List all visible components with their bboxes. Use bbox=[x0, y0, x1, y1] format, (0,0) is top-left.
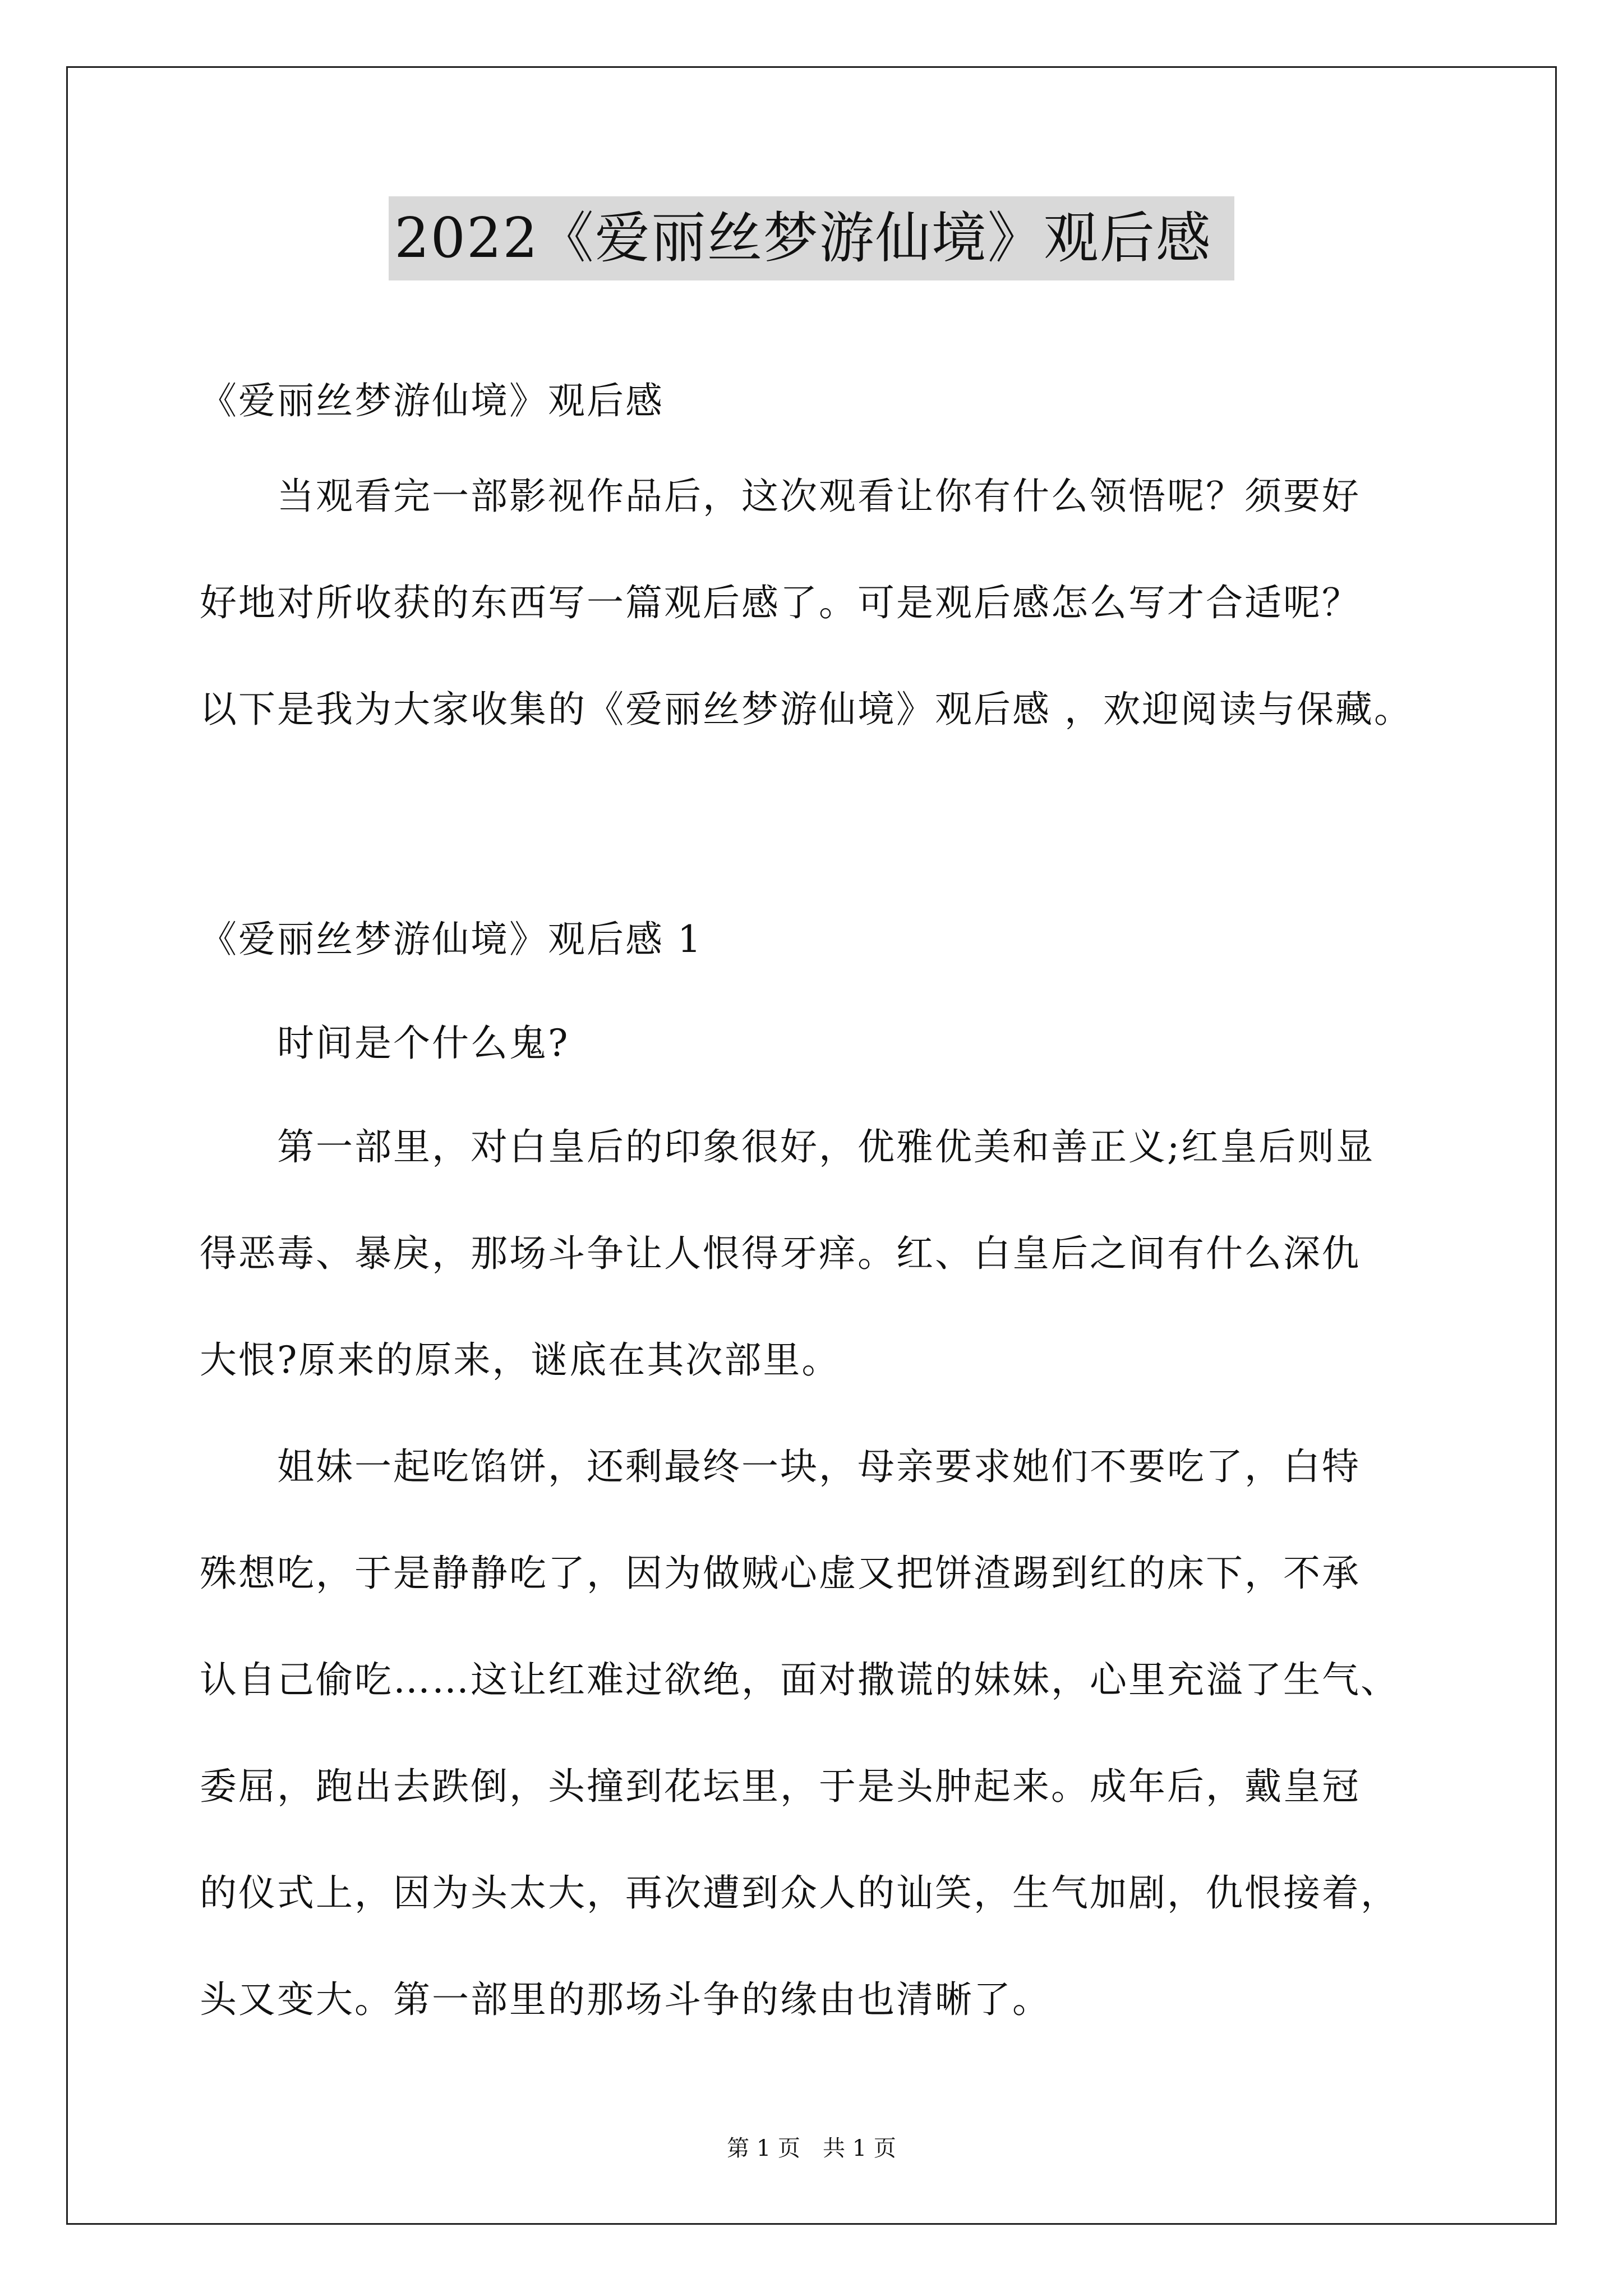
text-line: 第一部里，对白皇后的印象很好，优雅优美和善正义;红皇后则显 bbox=[200, 1125, 1375, 1168]
text-line: 头又变大。第一部里的那场斗争的缘由也清晰了。 bbox=[200, 1978, 1051, 2021]
paragraph-3 bbox=[200, 1414, 1467, 2053]
section-heading bbox=[200, 886, 1467, 993]
text-line: 得恶毒、暴戾，那场斗争让人恨得牙痒。红、白皇后之间有什么深仇 bbox=[200, 1232, 1361, 1275]
text-line: 的仪式上，因为头太大，再次遭到众人的讪笑，生气加剧，仇恨接着， bbox=[200, 1871, 1399, 1915]
text-line: 委屈，跑出去跌倒，头撞到花坛里，于是头肿起来。成年后，戴皇冠 bbox=[200, 1765, 1361, 1808]
heading-text: 《爱丽丝梦游仙境》观后感 bbox=[200, 379, 664, 422]
section-heading bbox=[200, 348, 1467, 454]
text-line: 殊想吃，于是静静吃了，因为做贼心虚又把饼渣踢到红的床下，不承 bbox=[200, 1552, 1361, 1595]
text-line: 姐妹一起吃馅饼，还剩最终一块，母亲要求她们不要吃了，白特 bbox=[200, 1445, 1361, 1488]
heading-text: 《爱丽丝梦游仙境》观后感 1 bbox=[200, 918, 703, 961]
text-line: 好地对所收获的东西写一篇观后感了。可是观后感怎么写才合适呢？ bbox=[200, 581, 1361, 624]
text-line: 认自己偷吃……这让红难过欲绝，面对撒谎的妹妹，心里充溢了生气、 bbox=[200, 1658, 1399, 1701]
paragraph-2 bbox=[200, 1094, 1467, 1414]
document-title: 2022《爱丽丝梦游仙境》观后感 bbox=[389, 196, 1234, 280]
title-container bbox=[0, 196, 1623, 280]
text-line: 当观看完一部影视作品后，这次观看让你有什么领悟呢？须要好 bbox=[200, 475, 1361, 518]
text-line: 时间是个什么鬼? bbox=[200, 1022, 570, 1065]
text-line: 大恨?原来的原来，谜底在其次部里。 bbox=[200, 1338, 841, 1382]
paragraph-1 bbox=[200, 990, 1467, 1097]
intro-paragraph bbox=[200, 443, 1467, 763]
page-number: 第 1 页 共 1 页 bbox=[727, 2136, 896, 2161]
page-footer bbox=[0, 2132, 1623, 2165]
text-line: 以下是我为大家收集的《爱丽丝梦游仙境》观后感 ，欢迎阅读与保藏。 bbox=[200, 688, 1413, 731]
